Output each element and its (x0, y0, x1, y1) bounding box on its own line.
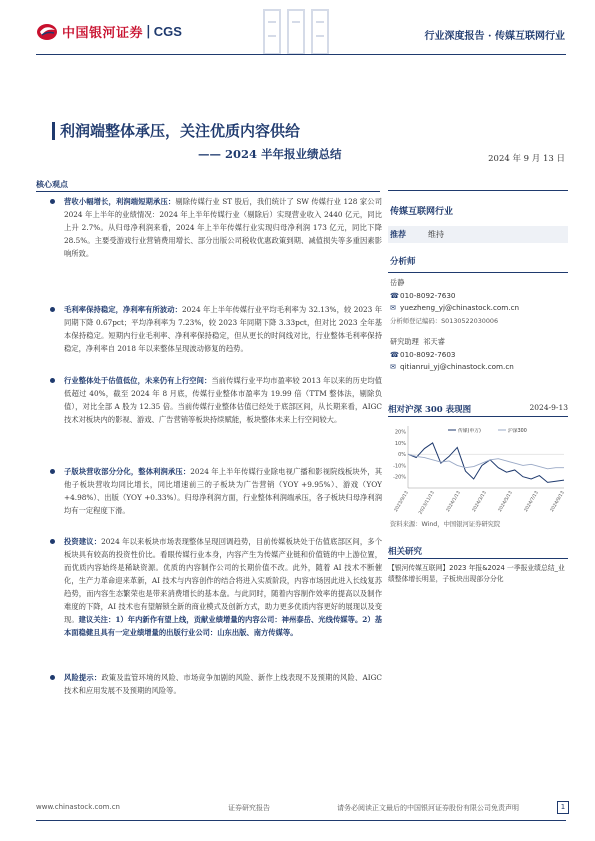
rating-label: 推荐 (390, 230, 406, 239)
x-tick-label: 2024/1/13 (445, 490, 462, 513)
logo-cgs: CGS (153, 24, 182, 39)
bullet-lead: 风险提示： (64, 673, 102, 682)
bullet-lead: 子版块营收部分分化，整体利润承压： (64, 467, 191, 476)
chart-date: 2024-9-13 (529, 403, 568, 412)
core-views-list (50, 195, 382, 697)
bullet-lead: 行业整体处于估值低位，未来仍有上行空间： (64, 376, 212, 385)
x-tick-label: 2024/5/13 (497, 490, 514, 513)
core-views-heading: 核心观点 (36, 180, 68, 189)
bullet-text: 2024 年以来板块市场表现整体呈现回调趋势，目前传媒板块处于估值底部区间，多个板块具有较高的投资性价比。看眼传媒行业本身，内容产生为传媒产业链和价值链的中上游位置，而优质内容始终是稀缺资源。优质的内容制作公司的长期价值不改。此外，随着 AI 技术不断催化，生产力革命迎来革新，AI 技术与内容创作的结合将进入实质阶段，内容市场因此进入长线复苏趋势，而内容生态繁荣也是带来消费增长的基本盘。与此同时，随着内容制作效率的提高以及制作难度的下降，AI 技术也有望解锁全新的商业模式及创新方式，助力更多优质内容更好的展现以及变现。 (64, 537, 382, 624)
x-tick-label: 2023/11/13 (418, 490, 436, 515)
x-tick-label: 2023/9/13 (393, 490, 410, 513)
related-research-heading: 相关研究 (388, 547, 423, 557)
cgs-logo-icon (36, 23, 58, 41)
bullet-text: 政策及监管环境的风险、市场竞争加剧的风险、新作上线表现不及预期的风险、AIGC 技术和应用发展不及预期的风险等。 (64, 673, 383, 695)
footer-disclaimer: 请务必阅读正文最后的中国银河证券股份有限公司免责声明 (337, 804, 519, 812)
title-accent-bar (52, 122, 55, 140)
analyst-name: 岳静 (390, 278, 405, 287)
bullet-text: 2024 年上半年传媒行业除电视广播和影视院线板块外，其他子板块营收均同比增长，同比增速前三的子板块为广告营销（YOY +9.95%）、游戏（YOY +4.98%）、出版（YOY +0.33%）。归母净利润方面，行业整体利润端承压，各子板块归母净利润均有一定程度下滑。 (64, 467, 383, 515)
chart-title: 相对沪深 300 表现图 (388, 405, 472, 415)
core-view-risks (50, 671, 382, 697)
assistant-row (388, 336, 568, 349)
footer-divider (36, 820, 566, 821)
analyst-email-row[interactable] (388, 302, 568, 315)
y-tick-label: -20% (393, 474, 406, 481)
email-icon: ✉ (390, 303, 397, 312)
assistant-email[interactable]: qitianrui_yj@chinastock.com.cn (400, 362, 514, 371)
chart-heading (388, 403, 568, 415)
y-tick-label: 0% (398, 452, 406, 459)
report-title: 利润端整体承压，关注优质内容供给 (60, 122, 301, 140)
related-research-item[interactable]: 【银河传媒互联网】2023 年报&2024 一季报业绩总结_业绩整体增长明显，子板块出现部分分化 (388, 564, 565, 583)
legend-label: 沪深300 (508, 429, 527, 434)
bullet-text: 剔除传媒行业 ST 股后，我们统计了 SW 传媒行业 128 家公司 2024 年上半年的业绩情况：2024 年上半年传媒行业（剔除后）实现营业收入 2440 亿元，同比上升 2.7%。从归母净利润来看，2024 年上半年传媒行业实现归母净利润 173 亿元，同比下降 28.5%。主要受游戏行业营销费用增长、部分出版公司税收优惠政策到期、减值损失等多重因素影响所致。 (64, 197, 382, 258)
assistant-name: 祁天睿 (423, 337, 445, 346)
rating-row (388, 226, 568, 243)
analyst-heading: 分析师 (390, 257, 416, 267)
core-view-revenue (50, 195, 382, 303)
footer-site[interactable]: www.chinastock.com.cn (36, 803, 120, 811)
bullet-lead: 投资建议： (64, 537, 102, 546)
bullet-text: 当前传媒行业平均市盈率较 2013 年以来的历史均值低超过 40%，截至 2024 年 8 月底，传媒行业整体市盈率为 19.99 倍（TTM 整体法，剔除负值），对比全部 A 股为 12.35 倍。当前传媒行业整体估值已经处于底部区间，从长期来看，AIGC 技术对板块内的影视、游戏、广告营销等板块持续赋能，板块整体未来上行空间较大。 (64, 376, 382, 424)
core-view-investment (50, 535, 382, 671)
relative-performance-chart (388, 420, 568, 515)
footer-report-type: 证券研究报告 (228, 804, 270, 812)
page-number: 1 (557, 801, 569, 814)
logo-text: 中国银河证券 (62, 26, 144, 41)
phone-icon: ☎ (390, 349, 399, 359)
analyst-phone: 010-8092-7630 (400, 290, 456, 300)
header-divider (36, 54, 566, 55)
assistant-phone: 010-8092-7603 (400, 349, 456, 359)
sidebar (388, 190, 568, 374)
related-research-divider (388, 558, 568, 559)
chart-divider (388, 416, 568, 417)
y-tick-label: 20% (394, 429, 406, 436)
bullet-lead: 毛利率保持稳定，净利率有所波动： (64, 305, 183, 314)
y-tick-label: 10% (394, 440, 406, 447)
email-icon: ✉ (390, 362, 397, 371)
page-header (0, 0, 595, 62)
bullet-lead: 营收小幅增长，利润端短期承压： (64, 197, 176, 206)
x-tick-label: 2024/3/13 (471, 490, 488, 513)
logo (36, 22, 182, 41)
assistant-phone-row (388, 349, 568, 362)
x-tick-label: 2024/9/13 (549, 490, 566, 513)
analyst-email[interactable]: yuezheng_yj@chinastock.com.cn (400, 303, 520, 312)
report-category: 行业深度报告 · 传媒互联网行业 (424, 31, 565, 42)
report-subtitle: —— 2024 半年报业绩总结 (198, 147, 342, 161)
core-view-margin (50, 303, 382, 374)
analyst-cert: 分析师登记编码：S0130522030006 (390, 316, 499, 325)
bullet-recommendation: 建议关注：1）年内新作有望上线，贡献业绩增量的内容公司：神州泰岳、光线传媒等。2）基本面稳健且具有一定业绩增量的出版行业公司：山东出版、南方传媒等。 (64, 615, 383, 637)
analyst-divider (388, 272, 568, 273)
y-tick-label: -10% (393, 463, 406, 470)
bullet-text: 2024 年上半年传媒行业平均毛利率为 32.13%，较 2023 年同期下降 0.67pct；平均净利率为 7.23%，较 2023 年同期下降 3.33pct，但对比 2023 全年基本保持稳定。短期内行业毛利率、净利率保持稳定，但从更长的时间线对比，行业整体毛利率保持稳定，净利率自 2018 年以来整体呈现波动修复的趋势。 (64, 305, 382, 353)
analyst-phone-row (388, 290, 568, 303)
report-date: 2024 年 9 月 13 日 (488, 154, 565, 164)
legend-label: 传媒(申万) (458, 429, 481, 434)
series-line (408, 443, 564, 482)
x-tick-label: 2024/7/13 (523, 490, 540, 513)
chart-source: 资料来源：Wind，中国银河证券研究院 (390, 521, 501, 528)
core-view-subsectors (50, 465, 382, 535)
assistant-label: 研究助理 (390, 337, 419, 346)
rating-value: 维持 (428, 230, 444, 239)
assistant-email-row[interactable] (388, 361, 568, 374)
logo-separator: | (146, 24, 151, 39)
core-view-valuation (50, 374, 382, 465)
phone-icon: ☎ (390, 290, 399, 300)
core-views-divider (36, 191, 380, 192)
sidebar-industry: 传媒互联网行业 (390, 207, 454, 217)
series-line (408, 454, 564, 469)
